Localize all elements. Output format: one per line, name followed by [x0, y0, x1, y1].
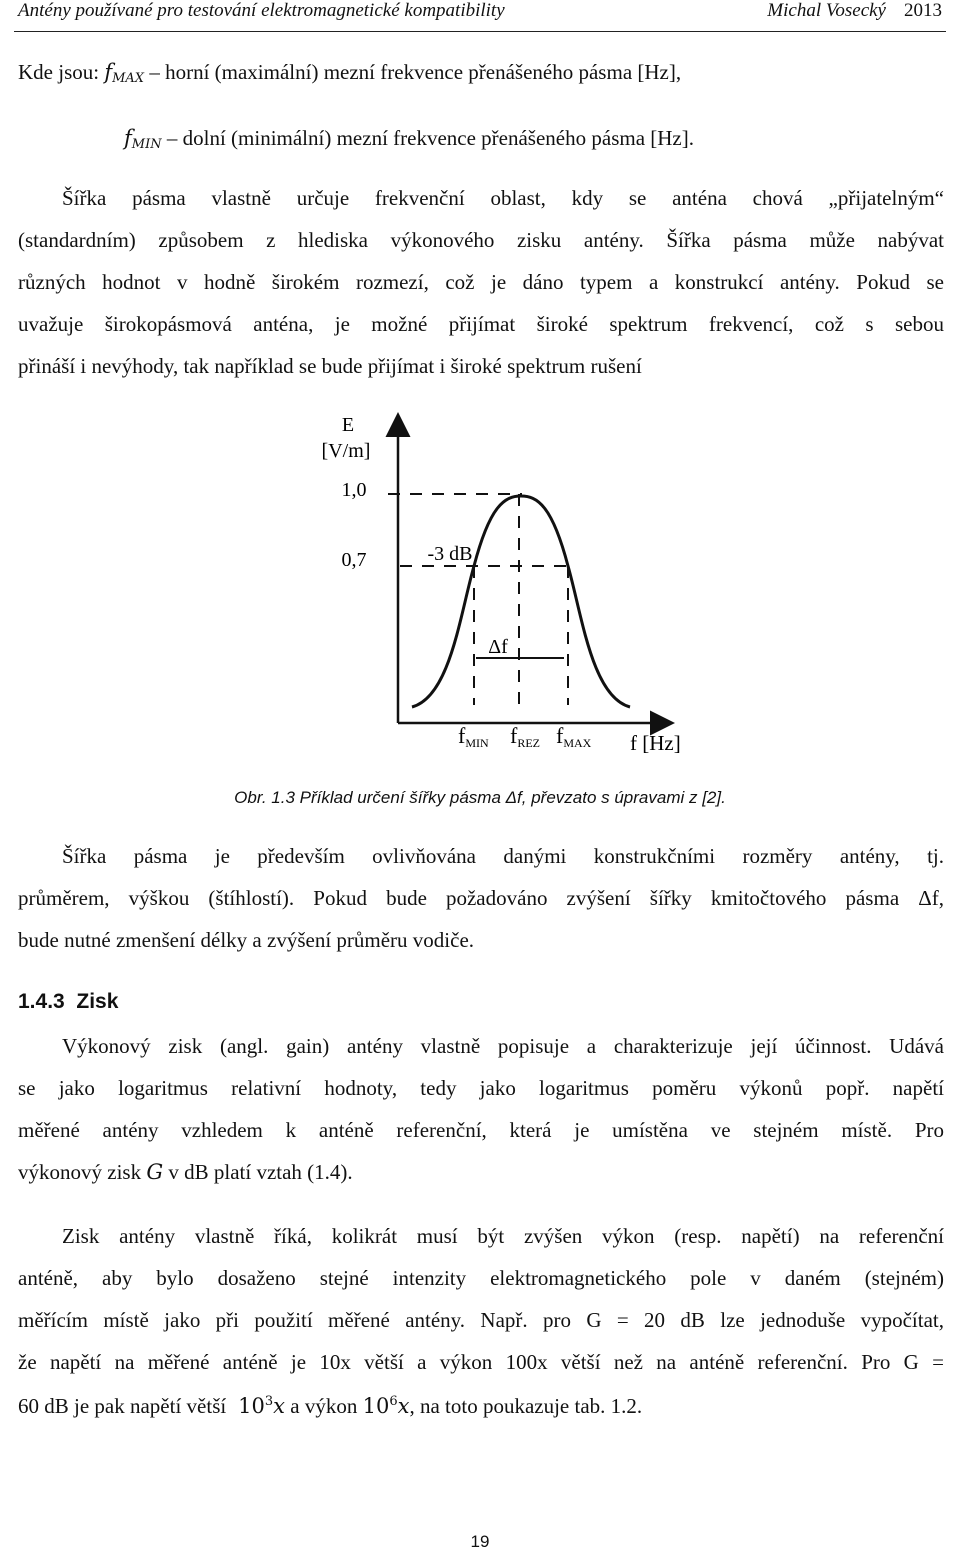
tick-top-label: 1,0	[341, 479, 367, 501]
gain-symbol: G	[146, 1160, 164, 1184]
p3-line-1: Výkonový zisk (angl. gain) antény vlastně popisuje a charakterizuje její účinnost. Udává	[62, 1034, 944, 1058]
fmin-label: fMIN	[458, 723, 489, 750]
frez-label: fREZ	[510, 723, 540, 750]
tick-mid-label: 0,7	[341, 549, 367, 571]
header-title: Antény používané pro testování elektromagnetické kompatibility	[18, 0, 505, 21]
p3-line-4: výkonový zisk G v dB platí vztah (1.4).	[18, 1160, 353, 1184]
y-axis-unit: [V/m]	[321, 440, 371, 462]
fmin-description: – dolní (minimální) mezní frekvence přenášeného pásma [Hz].	[166, 126, 694, 150]
p4-line-4: že napětí na měřené anténě je 10x větší a výkon 100x větší než na anténě referenční. Pro G =	[18, 1350, 944, 1374]
fmax-symbol: $f_{MAX}$	[104, 60, 145, 86]
p4-line-2: anténě, aby bylo dosaženo stejné intenzity elektromagnetického pole v daném (stejném)	[18, 1266, 944, 1290]
y-axis-label: E	[341, 414, 355, 436]
p2-line-1: Šířka pásma je především ovlivňována danými konstrukčními rozměry antény, tj.	[62, 844, 944, 868]
figure-caption: Obr. 1.3 Příklad určení šířky pásma Δf, převzato s úpravami z [2].	[234, 788, 726, 807]
header-rule	[14, 31, 946, 32]
delta-f-label: Δf	[488, 636, 508, 658]
fmax-description: – horní (maximální) mezní frekvence přenášeného pásma [Hz],	[149, 60, 682, 84]
p2-line-2: průměrem, výškou (štíhlostí). Pokud bude požadováno zvýšení šířky kmitočtového pásma Δf,	[18, 886, 944, 910]
p1-line-1: Šířka pásma vlastně určuje frekvenční oblast, kdy se anténa chová „přijatelným“	[62, 186, 944, 210]
bandwidth-figure	[300, 405, 700, 760]
p1-line-2: (standardním) způsobem z hlediska výkonového zisku antény. Šířka pásma může nabývat	[18, 228, 944, 252]
definition-intro: Kde jsou:	[18, 60, 100, 84]
p3-line-3: měřené antény vzhledem k anténě referenční, která je umístěna ve stejném místě. Pro	[18, 1118, 944, 1142]
power-ten-6: $10^6x$	[362, 1394, 410, 1418]
x-axis-label: f [Hz]	[630, 731, 681, 755]
p1-line-5: přináší i nevýhody, tak například se bude přijímat i široké spektrum rušení	[18, 354, 642, 378]
definition-fmax	[18, 60, 681, 86]
p1-line-3: různých hodnot v hodně širokém rozmezí, což je dáno typem a konstrukcí antény. Pokud se	[18, 270, 944, 294]
definition-fmin	[124, 126, 694, 152]
fmax-label: fMAX	[556, 723, 592, 750]
power-ten-3: $10^3x$	[238, 1394, 286, 1418]
minus3db-label: -3 dB	[427, 543, 473, 565]
p2-line-3: bude nutné zmenšení délky a zvýšení průměru vodiče.	[18, 928, 475, 952]
page-header	[0, 0, 960, 32]
section-heading	[18, 990, 118, 1014]
header-author: Michal Vosecký	[767, 0, 886, 21]
p4-line-5: 60 dB je pak napětí větší $10^3x$ a výkon $10^6x$, na toto poukazuje tab. 1.2.	[18, 1394, 643, 1418]
p4-line-1: Zisk antény vlastně říká, kolikrát musí být zvýšen výkon (resp. napětí) na referenční	[62, 1224, 944, 1248]
p4-line-3: měřícím místě jako při použití měřené antény. Např. pro G = 20 dB lze jednoduše vypočítat,	[18, 1308, 944, 1332]
fmin-symbol: $f_{MIN}$	[124, 126, 162, 152]
page-number: 19	[470, 1532, 490, 1551]
section-number: 1.4.3	[18, 990, 65, 1013]
p3-line-2: se jako logaritmus relativní hodnoty, tedy jako logaritmus poměru výkonů popř. napětí	[18, 1076, 944, 1100]
response-curve	[412, 496, 630, 707]
header-author-year	[767, 0, 942, 22]
header-year: 2013	[904, 0, 942, 21]
p1-line-4: uvažuje širokopásmová anténa, je možné přijímat široké spektrum frekvencí, což s sebou	[18, 312, 944, 336]
section-title: Zisk	[76, 990, 119, 1013]
